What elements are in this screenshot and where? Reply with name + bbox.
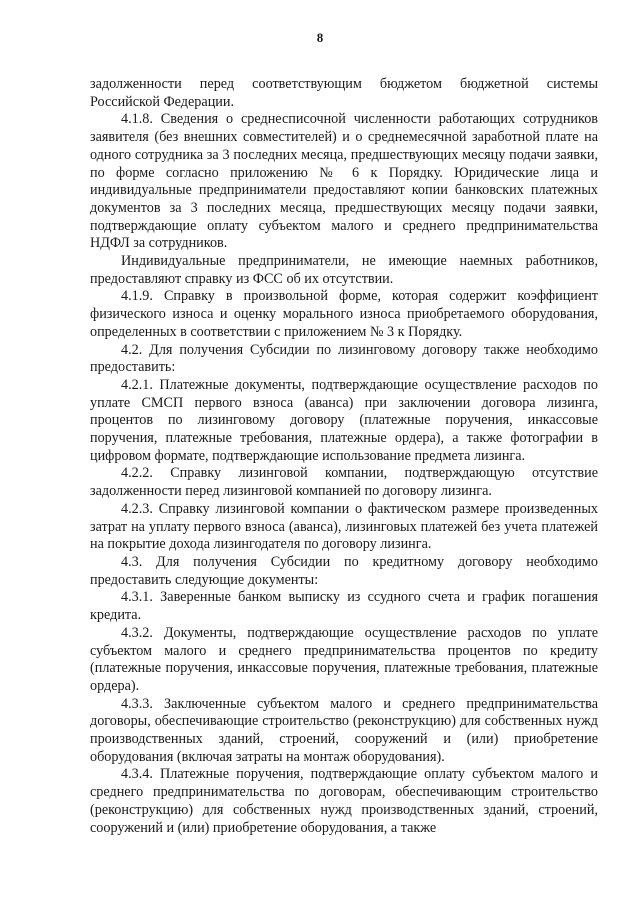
- paragraph-continuation: задолженности перед соответствующим бюджетом бюджетной системы Российской Федерации.: [90, 76, 598, 110]
- paragraph-4-2-1: 4.2.1. Платежные документы, подтверждающие осуществление расходов по уплате СМСП первого взноса (аванса) при заключении договора лизинга, процентов по лизинговому договору (платежные поручения, инкассовые поручения, платежные требования, платежные ордера), а также фотографии в цифровом формате, подтверждающие использование предмета лизинга.: [90, 376, 598, 464]
- page-number: 8: [316, 30, 324, 45]
- paragraph-4-3-4: 4.3.4. Платежные поручения, подтверждающие оплату субъектом малого и среднего предпринимательства по договорам, обеспечивающим строительство (реконструкцию) для собственных нужд производственных зданий, строений, сооружений и (или) приобретение оборудования, а также: [90, 766, 598, 836]
- paragraph-4-1-8: 4.1.8. Сведения о среднесписочной численности работающих сотрудников заявителя (без внешних совместителей) и о среднемесячной заработной плате на одного сотрудника за 3 последних месяца, предшествующих месяцу подачи заявки, по форме согласно приложению № 6 к Порядку. Юридические лица и индивидуальные предприниматели предоставляют копии банковских платежных документов за 3 последних месяца, предшествующих месяцу подачи заявки, подтверждающие оплату субъектом малого и среднего предпринимательства НДФЛ за сотрудников.: [90, 111, 598, 252]
- paragraph-4-2-2: 4.2.2. Справку лизинговой компании, подтверждающую отсутствие задолженности перед лизинговой компанией по договору лизинга.: [90, 465, 598, 500]
- paragraph-4-3-3: 4.3.3. Заключенные субъектом малого и среднего предпринимательства договоры, обеспечивающие строительство (реконструкцию) для собственных нужд производственных зданий, строений, сооружений и (или) приобретение оборудования (включая затраты на монтаж оборудования).: [90, 695, 598, 765]
- paragraph-4-2-3: 4.2.3. Справку лизинговой компании о фактическом размере произведенных затрат на уплату первого взноса (аванса), лизинговых платежей без учета платежей на покрытие дохода лизингодателя по договору лизинга.: [90, 500, 598, 553]
- document-body: [90, 76, 598, 837]
- paragraph-4-3-1: 4.3.1. Заверенные банком выписку из ссудного счета и график погашения кредита.: [90, 589, 598, 624]
- paragraph-4-3-2: 4.3.2. Документы, подтверждающие осуществление расходов по уплате субъектом малого и среднего предпринимательства процентов по кредиту (платежные поручения, инкассовые поручения, платежные требования, платежные ордера).: [90, 624, 598, 694]
- paragraph-individual-entrepreneurs: Индивидуальные предприниматели, не имеющие наемных работников, предоставляют справку из ФСС об их отсутствии.: [90, 253, 598, 287]
- paragraph-4-1-9: 4.1.9. Справку в произвольной форме, которая содержит коэффициент физического износа и оценку морального износа приобретаемого оборудования, определенных в соответствии с приложением № 3 к Порядку.: [90, 288, 598, 340]
- paragraph-4-3: 4.3. Для получения Субсидии по кредитному договору необходимо предоставить следующие документы:: [90, 553, 598, 588]
- paragraph-4-2: 4.2. Для получения Субсидии по лизинговому договору также необходимо предоставить:: [90, 341, 598, 376]
